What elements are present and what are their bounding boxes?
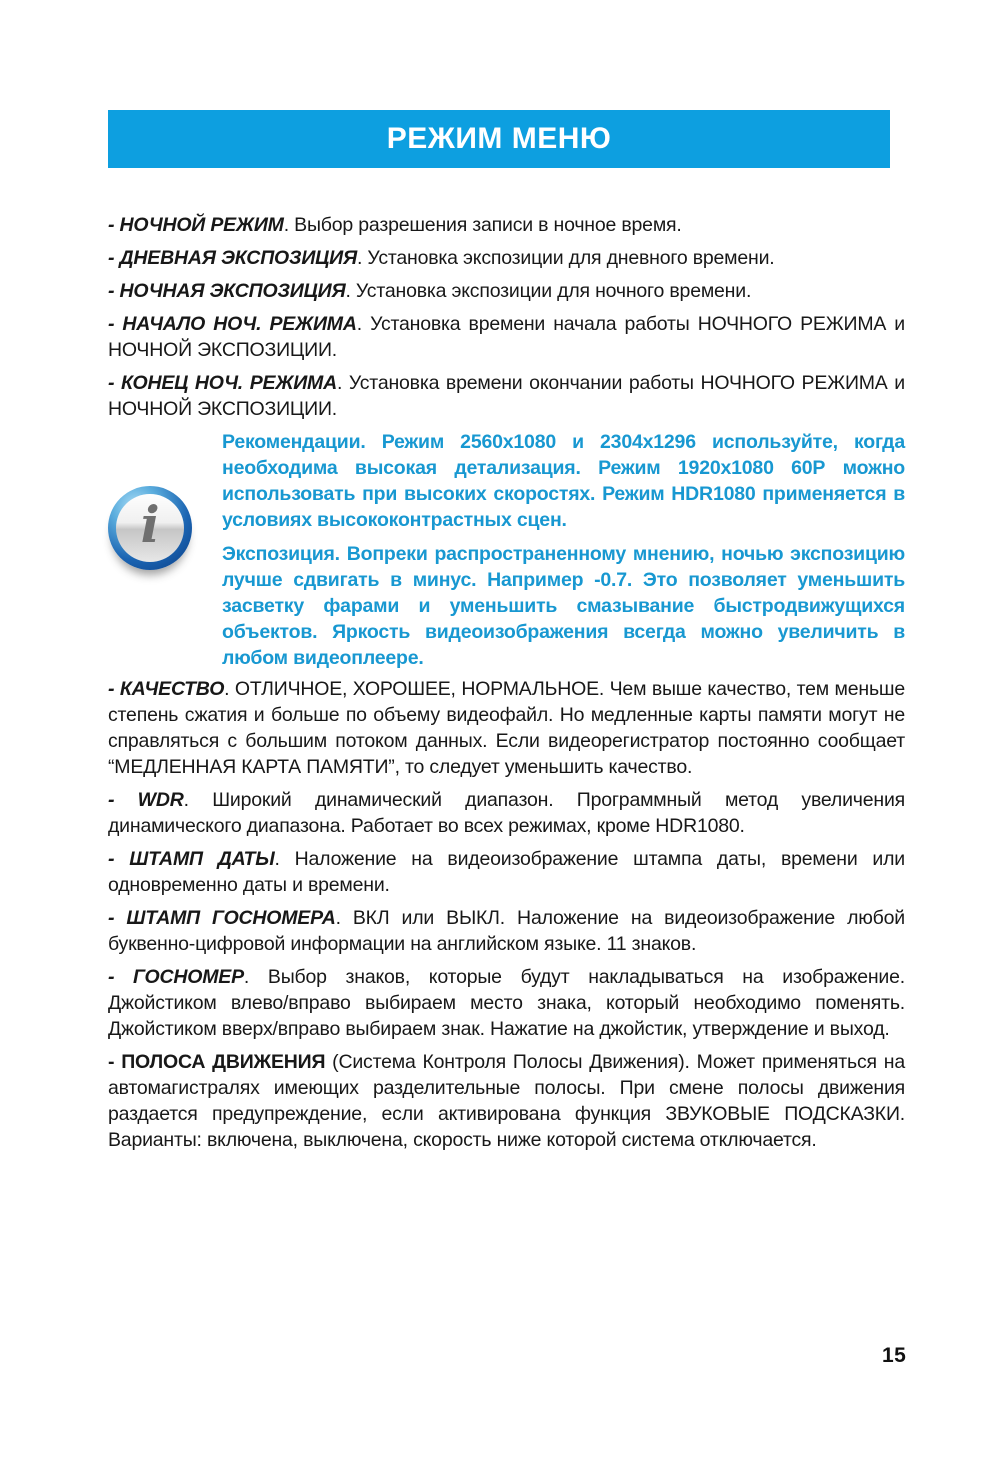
menu-item-term: - КАЧЕСТВО [108, 678, 225, 700]
menu-item-text: . ВКЛ или ВЫКЛ. Наложение на видеоизображение любой буквенно-цифровой информации на английском языке. 11 знаков. [108, 907, 905, 955]
menu-item-text: . Установка экспозиции для дневного времени. [357, 247, 775, 269]
menu-item-term: - КОНЕЦ НОЧ. РЕЖИМА [108, 372, 337, 394]
page-number: 15 [882, 1344, 907, 1367]
info-note-block [108, 429, 905, 671]
menu-item-text: . Установка времени окончании работы НОЧНОГО РЕЖИМА и НОЧНОЙ ЭКСПОЗИЦИИ. [108, 372, 905, 420]
page-title-bar [108, 110, 890, 168]
page-title: РЕЖИМ МЕНЮ [386, 122, 612, 155]
page-content [108, 212, 905, 1153]
manual-page [0, 110, 1000, 1474]
menu-item-text: . Выбор знаков, которые будут накладываться на изображение. Джойстиком влево/вправо выбираем место знака, который необходимо поменять. Джойстиком вверх/вправо выбираем знак. Нажатие на джойстик, утверждение и выход. [108, 966, 905, 1040]
info-icon-inner [116, 494, 184, 562]
menu-item-lane-control [108, 1049, 905, 1153]
info-note-recommendations: Рекомендации. Режим 2560х1080 и 2304х1296 используйте, когда необходима высокая детализация. Режим 1920х1080 60Р можно использовать при высоких скоростях. Режим HDR1080 применяется в условиях высококонтрастных сцен. [222, 431, 905, 531]
menu-item-night-mode [108, 212, 905, 238]
menu-item-text: . Наложение на видеоизображение штампа даты, времени или одновременно даты и времени. [108, 848, 905, 896]
menu-item-date-stamp [108, 846, 905, 898]
info-note-text [222, 429, 905, 671]
menu-item-night-mode-start [108, 311, 905, 363]
menu-item-text: . Широкий динамический диапазон. Программный метод увеличения динамического диапазона. Работает во всех режимах, кроме HDR1080. [108, 789, 906, 837]
menu-item-term: - НОЧНОЙ РЕЖИМ [108, 214, 284, 236]
menu-item-plate-stamp [108, 905, 905, 957]
menu-item-night-mode-end [108, 370, 905, 422]
menu-item-plate-number [108, 964, 905, 1042]
menu-item-day-exposure [108, 245, 905, 271]
info-icon-column [108, 429, 222, 671]
menu-item-term: - ГОСНОМЕР [108, 966, 244, 988]
menu-item-term: - НОЧНАЯ ЭКСПОЗИЦИЯ [108, 280, 346, 302]
menu-item-term: - WDR [108, 789, 184, 811]
info-note-exposure: Экспозиция. Вопреки распространенному мнению, ночью экспозицию лучше сдвигать в минус. Например -0.7. Это позволяет уменьшить засветку фарами и уменьшить смазывание быстродвижущихся объектов. Яркость видеоизображения всегда можно увеличить в любом видеоплеере. [222, 543, 905, 669]
menu-item-text: (Система Контроля Полосы Движения). Может применяться на автомагистралях имеющих разделительные полосы. При смене полосы движения раздается предупреждение, если активирована функция ЗВУКОВЫЕ ПОДСКАЗКИ. Варианты: включена, выключена, скорость ниже которой система отключается. [108, 1051, 905, 1151]
menu-item-text: . Установка времени начала работы НОЧНОГО РЕЖИМА и НОЧНОЙ ЭКСПОЗИЦИИ. [108, 313, 905, 361]
menu-item-text: . Установка экспозиции для ночного времени. [345, 280, 752, 302]
menu-item-term: - ДНЕВНАЯ ЭКСПОЗИЦИЯ [108, 247, 357, 269]
menu-item-term: - ПОЛОСА ДВИЖЕНИЯ [108, 1051, 326, 1073]
menu-item-wdr [108, 787, 905, 839]
menu-item-quality [108, 676, 905, 780]
menu-item-text: . Выбор разрешения записи в ночное время. [283, 214, 682, 236]
info-icon-glyph: i [140, 495, 160, 554]
menu-item-text: . ОТЛИЧНОЕ, ХОРОШЕЕ, НОРМАЛЬНОЕ. Чем выше качество, тем меньше степень сжатия и больше по объему видеофайл. Но медленные карты памяти могут не справляться с большим потоком данных. Если видеорегистратор постоянно сообщает “МЕДЛЕННАЯ КАРТА ПАМЯТИ”, то следует уменьшить качество. [108, 678, 906, 778]
menu-item-term: - ШТАМП ДАТЫ [108, 848, 275, 870]
menu-item-term: - НАЧАЛО НОЧ. РЕЖИМА [108, 313, 357, 335]
menu-item-night-exposure [108, 278, 905, 304]
menu-item-term: - ШТАМП ГОСНОМЕРА [108, 907, 336, 929]
info-icon [108, 486, 192, 570]
